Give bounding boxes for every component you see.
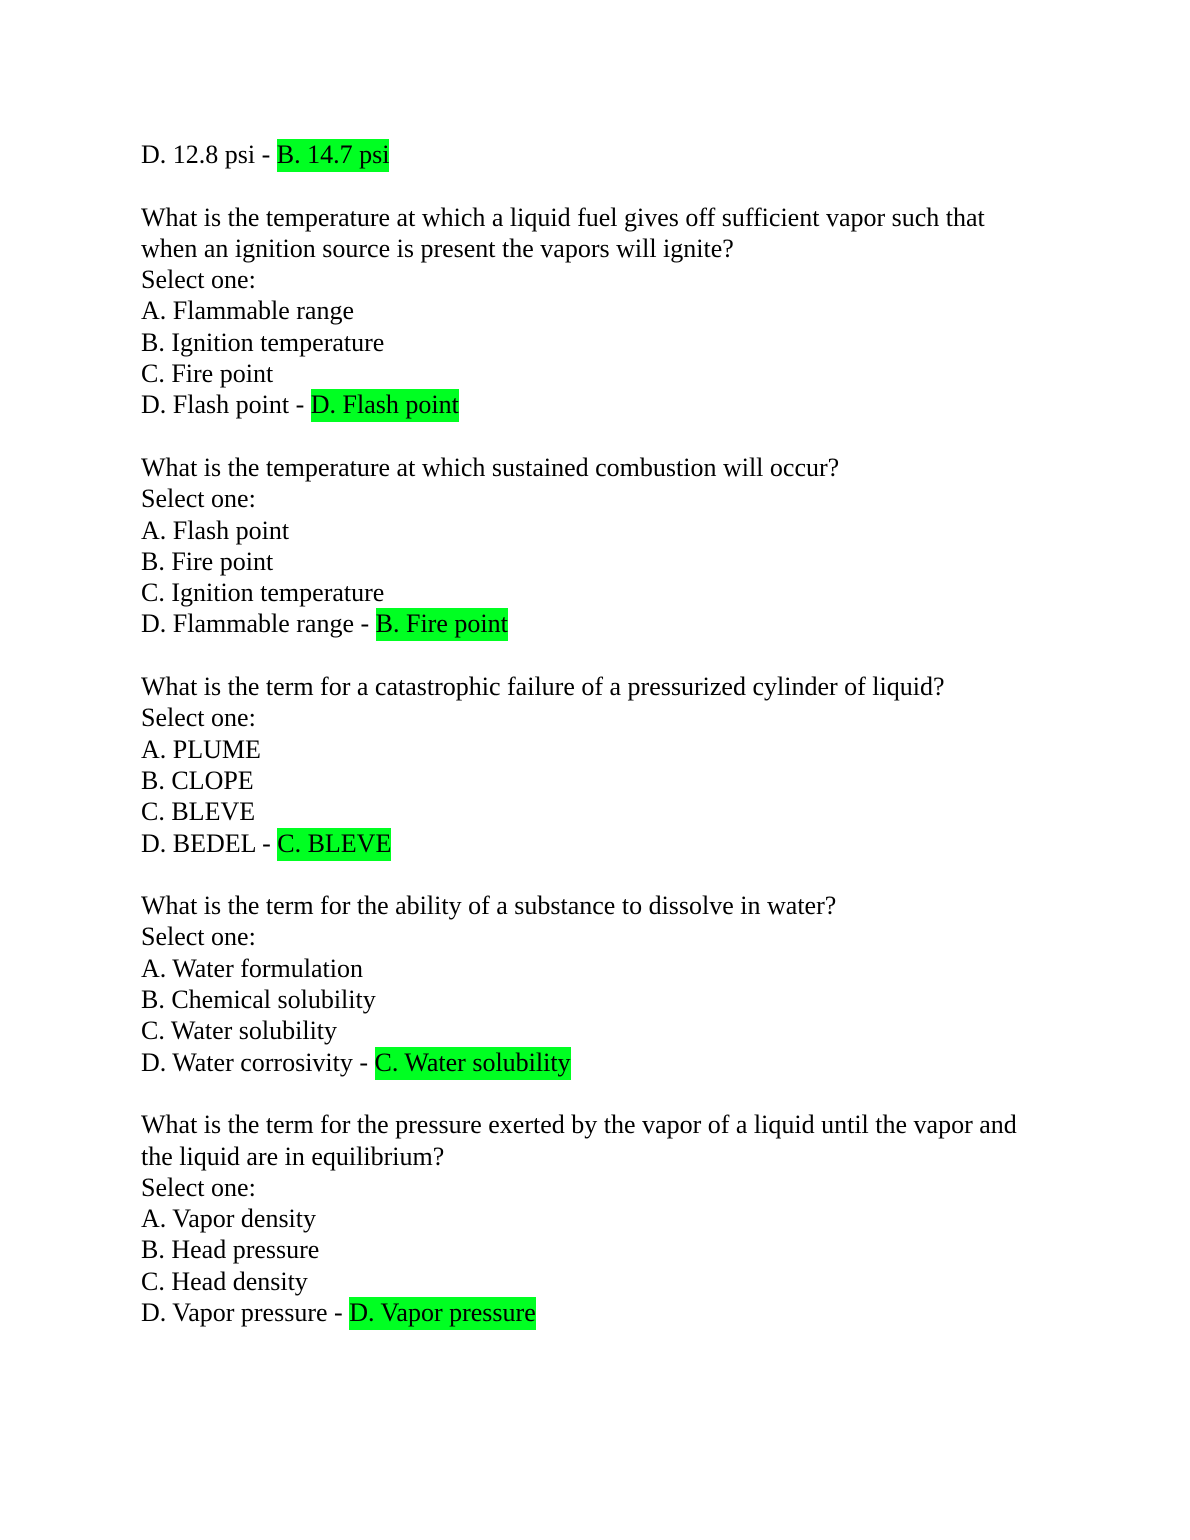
answer-highlight: C. Water solubility	[375, 1047, 571, 1080]
answer-highlight: D. Flash point	[311, 389, 459, 422]
option-d: D. BEDEL - C. BLEVE	[141, 828, 1041, 859]
question-text: What is the term for the pressure exerted by the vapor of a liquid until the vapor and the liquid are in equilibrium?	[141, 1110, 1017, 1171]
option-c: C. Ignition temperature	[141, 578, 385, 608]
option-b: B. Head pressure	[141, 1235, 320, 1265]
option-a: A. Flammable range	[141, 296, 354, 326]
question-text: What is the temperature at which sustained combustion will occur?	[141, 452, 840, 482]
select-prompt: Select one:	[141, 484, 256, 514]
question-block	[141, 890, 1041, 1078]
option-b: B. Chemical solubility	[141, 985, 376, 1015]
option-b: B. Fire point	[141, 546, 274, 576]
question-block	[141, 452, 1041, 640]
option-d: D. Vapor pressure - D. Vapor pressure	[141, 1297, 1041, 1328]
option-b: B. Ignition temperature	[141, 327, 385, 357]
option-d: D. Flash point - D. Flash point	[141, 389, 1041, 420]
question-text: What is the temperature at which a liquid fuel gives off sufficient vapor such that when an ignition source is present the vapors will ignite?	[141, 202, 985, 263]
option-c: C. BLEVE	[141, 797, 256, 827]
question-text: What is the term for a catastrophic failure of a pressurized cylinder of liquid?	[141, 672, 945, 702]
answer-highlight: B. Fire point	[376, 608, 508, 641]
option-a: A. PLUME	[141, 734, 261, 764]
previous-question-tail	[141, 139, 1041, 170]
question-text: What is the term for the ability of a substance to dissolve in water?	[141, 891, 837, 921]
document-page	[141, 139, 1041, 1360]
question-block	[141, 202, 1041, 421]
select-prompt: Select one:	[141, 703, 256, 733]
option-a: A. Vapor density	[141, 1204, 317, 1234]
option-a: A. Flash point	[141, 515, 290, 545]
answer-highlight: B. 14.7 psi	[277, 139, 390, 172]
select-prompt: Select one:	[141, 1172, 256, 1202]
select-prompt: Select one:	[141, 265, 256, 295]
option-d: D. 12.8 psi - B. 14.7 psi	[141, 139, 1041, 170]
answer-highlight: C. BLEVE	[277, 828, 391, 861]
option-c: C. Fire point	[141, 359, 274, 389]
option-d: D. Water corrosivity - C. Water solubility	[141, 1047, 1041, 1078]
answer-highlight: D. Vapor pressure	[349, 1297, 536, 1330]
question-block	[141, 671, 1041, 859]
option-a: A. Water formulation	[141, 953, 363, 983]
select-prompt: Select one:	[141, 922, 256, 952]
question-block	[141, 1109, 1041, 1328]
option-d: D. Flammable range - B. Fire point	[141, 608, 1041, 639]
option-c: C. Water solubility	[141, 1016, 338, 1046]
option-b: B. CLOPE	[141, 765, 254, 795]
option-c: C. Head density	[141, 1266, 308, 1296]
